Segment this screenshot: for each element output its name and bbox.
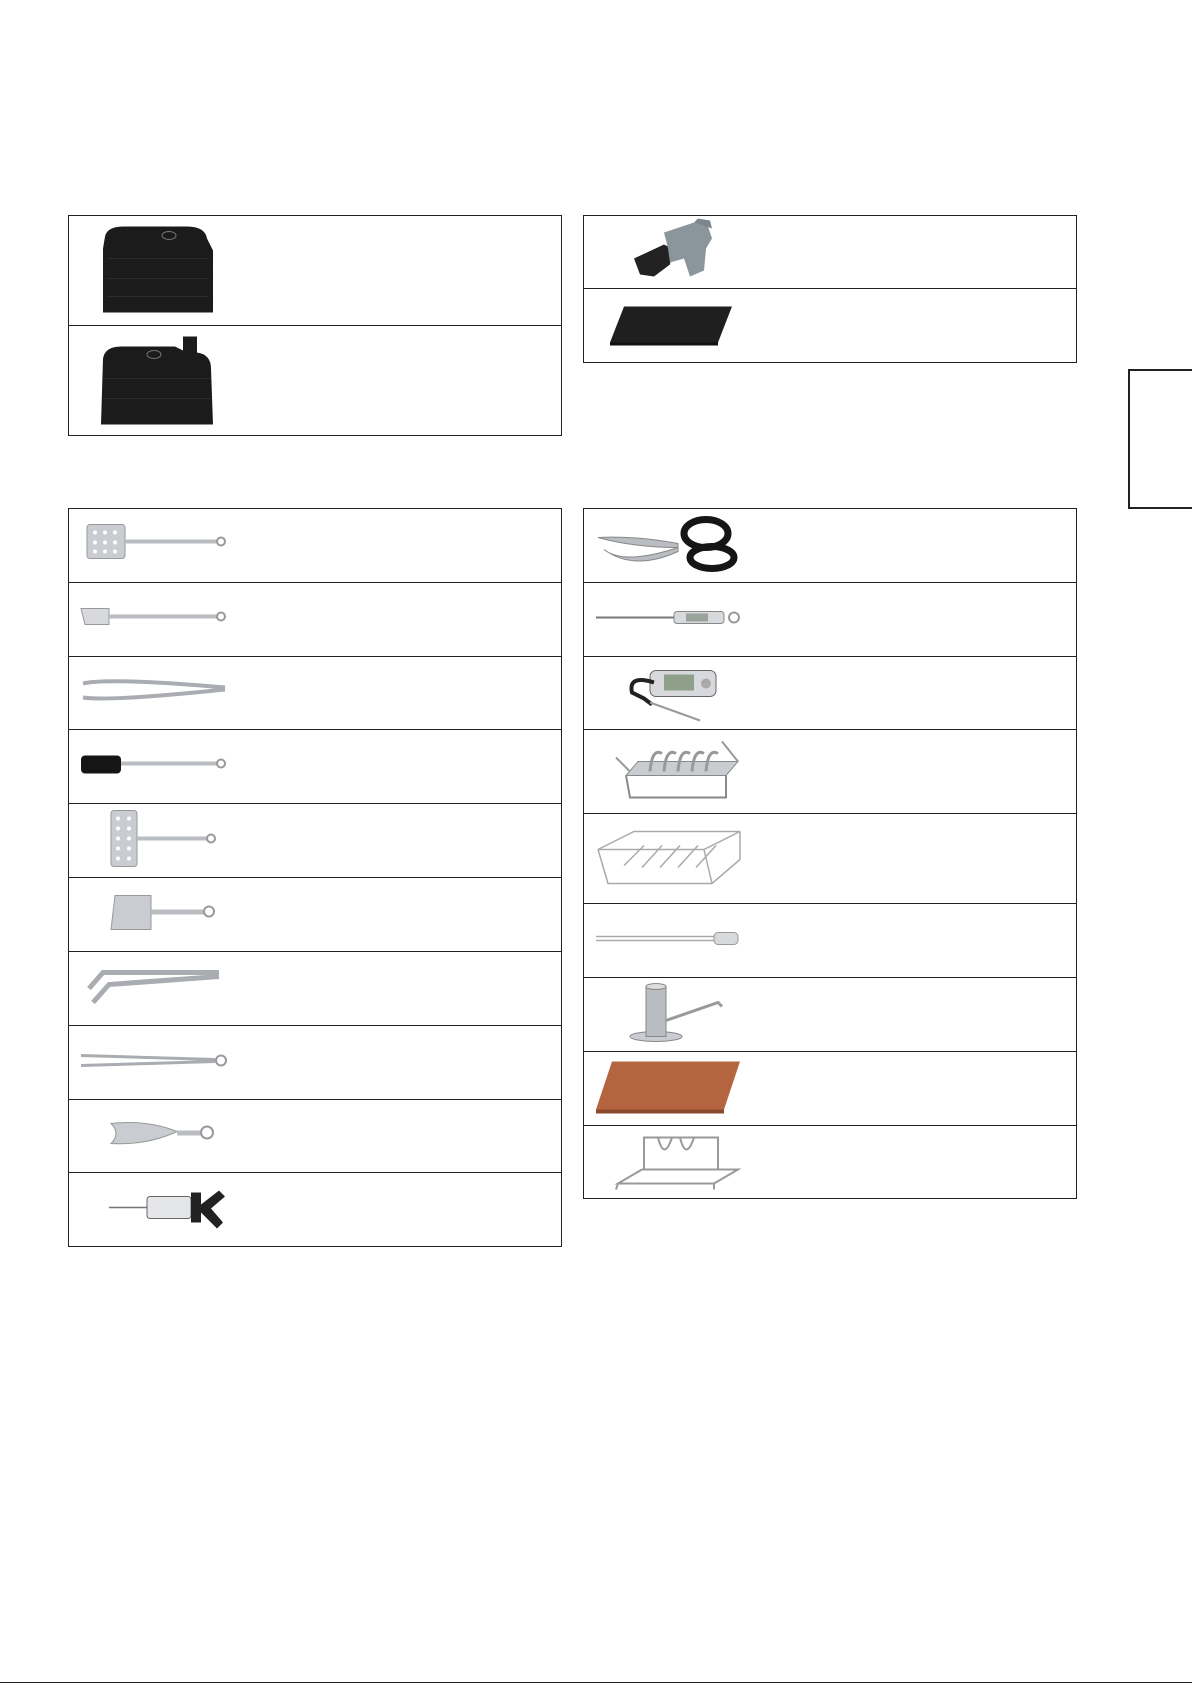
fish-spatula-icon — [107, 808, 217, 873]
accessories-table — [583, 215, 1077, 363]
basting-brush-icon — [79, 749, 229, 784]
table-row — [69, 583, 561, 657]
table-row — [69, 1026, 561, 1100]
chicken-roaster-icon — [614, 980, 734, 1049]
roasting-rack-icon — [594, 819, 744, 898]
table-row — [584, 509, 1076, 583]
table-row — [69, 1100, 561, 1173]
table-row — [584, 583, 1076, 657]
skewer-icon — [594, 926, 744, 955]
rib-rack-icon — [606, 731, 746, 812]
roast-holder-icon — [614, 1128, 744, 1197]
angled-tongs-icon — [79, 964, 229, 1013]
digital-thermometer-icon — [594, 605, 744, 634]
tools-left-table — [68, 508, 562, 1247]
table-row — [584, 1052, 1076, 1126]
grill-cover-icon — [79, 218, 219, 323]
grill-gloves-icon — [624, 219, 724, 286]
page-footer-rule — [0, 1682, 1192, 1683]
table-row — [69, 509, 561, 583]
meat-claw-icon — [107, 1116, 227, 1157]
perforated-spatula-icon — [79, 520, 229, 571]
table-row — [69, 216, 561, 326]
table-row — [584, 1126, 1076, 1198]
tongs-icon — [79, 676, 229, 711]
probe-thermometer-icon — [624, 659, 724, 728]
table-row — [69, 878, 561, 952]
smoker-grill-cover-icon — [79, 328, 219, 433]
table-row — [69, 1173, 561, 1246]
grill-tweezers-icon — [79, 1045, 229, 1080]
marinade-injector-icon — [107, 1182, 237, 1237]
poultry-shears-icon — [594, 513, 744, 578]
table-row — [584, 657, 1076, 730]
table-row — [69, 804, 561, 878]
table-row — [69, 657, 561, 730]
table-row — [69, 326, 561, 435]
section-tab — [1128, 369, 1192, 509]
table-row — [584, 978, 1076, 1052]
table-row — [584, 730, 1076, 814]
table-row — [584, 216, 1076, 289]
griddle-plate-icon — [606, 298, 736, 353]
table-row — [584, 814, 1076, 904]
covers-table — [68, 215, 562, 436]
cedar-plank-icon — [594, 1057, 744, 1120]
table-row — [584, 904, 1076, 978]
table-row — [69, 730, 561, 804]
table-row — [584, 289, 1076, 362]
table-row — [69, 952, 561, 1026]
tools-right-table — [583, 508, 1077, 1199]
grill-brush-icon — [79, 602, 229, 637]
scraper-icon — [107, 889, 217, 940]
